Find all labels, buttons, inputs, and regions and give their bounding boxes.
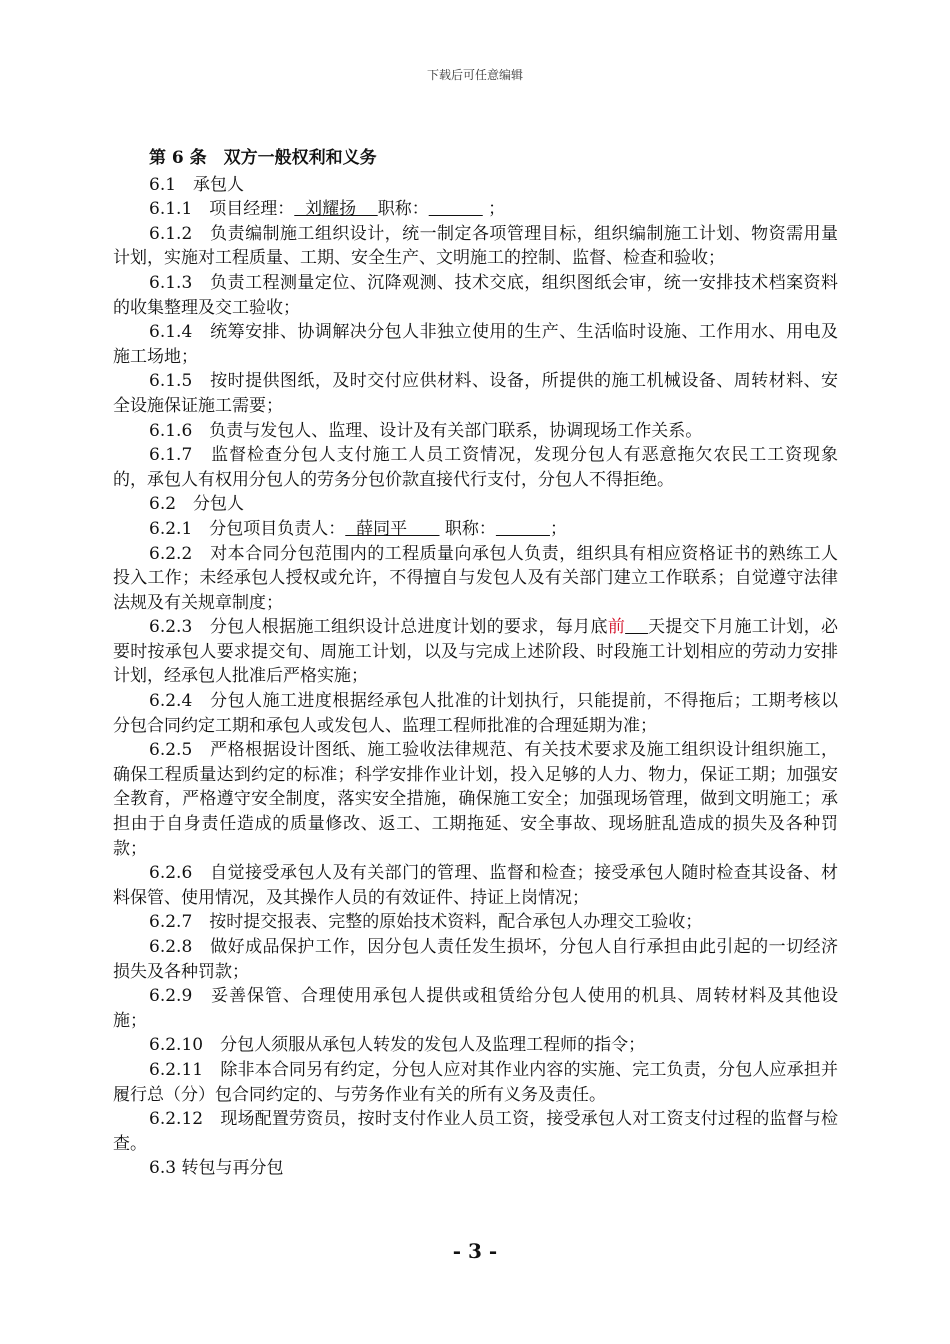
clause-6-2-3: [113, 615, 838, 689]
clause-6-1-3: 6.1.3 负责工程测量定位、沉降观测、技术交底，组织图纸会审，统一安排技术档案资料的收集整理及交工验收；: [113, 272, 838, 318]
clause-text-part-a: 6.2.3 分包人根据施工组织设计总进度计划的要求，每月底: [149, 617, 608, 638]
page-number: - 3 -: [452, 1239, 498, 1263]
field-label-title: 职称：: [377, 199, 429, 220]
clause-6-2-4: 6.2.4 分包人施工进度根据经承包人批准的计划执行，只能提前，不得拖后；工期考核以分包合同约定工期和承包人或发包人、监理工程师批准的合理延期为准；: [113, 691, 838, 736]
field-value-project-manager: 刘耀扬: [294, 199, 378, 220]
clause-text-part-b: 天提交下月施工计划，必要时按承包人要求提交旬、周施工计划，以及与完成上述阶段、时段施工计划相应的劳动力安排计划，经承包人批准后严格实施；: [113, 617, 838, 687]
clause-number: 6.1.1: [149, 199, 193, 220]
section-title: 第 6 条 双方一般权利和义务: [149, 148, 377, 168]
subsection-heading-6-3: 6.3 转包与再分包: [149, 1158, 284, 1179]
page-header-note: 下载后可任意编辑: [426, 68, 523, 82]
subsection-heading-6-1: 6.1 承包人: [149, 174, 245, 195]
field-label-subcontract-lead: 分包项目负责人：: [209, 518, 346, 539]
clause-end: ；: [488, 199, 506, 220]
clause-6-2-1: [113, 517, 838, 542]
clause-6-1-4: 6.1.4 统筹安排、协调解决分包人非独立使用的生产、生活临时设施、工作用水、用电及施工场地；: [113, 322, 838, 367]
highlighted-word: 前: [607, 617, 626, 638]
clause-number: 6.2.1: [149, 518, 193, 539]
field-label-title: 职称：: [444, 518, 496, 539]
clause-6-2-2: 6.2.2 对本合同分包范围内的工程质量向承包人负责，组织具有相应资格证书的熟练工人投入工作；未经承包人授权或允许，不得擅自与发包人及有关部门建立工作联系；自觉遵守法律法规及有关规章制度；: [113, 543, 838, 613]
clause-6-2-11: 6.2.11 除非本合同另有约定，分包人应对其作业内容的实施、完工负责，分包人应承担并履行总（分）包合同约定的、与劳务作业有关的所有义务及责任。: [113, 1059, 838, 1105]
field-label-project-manager: 项目经理：: [209, 199, 295, 220]
clause-6-1-1: [113, 197, 838, 222]
clause-6-2-12: 6.2.12 现场配置劳资员，按时支付作业人员工资，接受承包人对工资支付过程的监督与检查。: [113, 1109, 838, 1154]
clause-6-2-8: 6.2.8 做好成品保护工作，因分包人责任发生损坏，分包人自行承担由此引起的一切经济损失及各种罚款；: [113, 937, 838, 982]
subsection-heading-6-2: 6.2 分包人: [149, 494, 245, 515]
document-body: [113, 146, 838, 1181]
blank-days-field: [625, 617, 648, 637]
clause-6-1-6: 6.1.6 负责与发包人、监理、设计及有关部门联系，协调现场工作关系。: [149, 420, 703, 441]
clause-6-2-5: 6.2.5 严格根据设计图纸、施工验收法律规范、有关技术要求及施工组织设计组织施工，确保工程质量达到约定的标准；科学安排作业计划，投入足够的人力、物力，保证工期；加强安全教育，严格遵守安全制度，落实安全措施，确保施工安全；加强现场管理，做到文明施工；承担由于自身责任造成的质量修改、返工、工期拖延、安全事故、现场脏乱造成的损失及各种罚款；: [113, 740, 838, 859]
clause-6-1-5: 6.1.5 按时提供图纸，及时交付应供材料、设备，所提供的施工机械设备、周转材料、安全设施保证施工需要；: [113, 371, 838, 416]
field-value-title-blank: [429, 199, 483, 219]
clause-6-2-7: 6.2.7 按时提交报表、完整的原始技术资料，配合承包人办理交工验收；: [149, 912, 703, 933]
field-value-subcontract-lead: 薛同平: [345, 518, 440, 539]
field-value-title-blank: [496, 519, 550, 539]
clause-6-2-9: 6.2.9 妥善保管、合理使用承包人提供或租赁给分包人使用的机具、周转材料及其他设施；: [113, 986, 838, 1031]
clause-6-1-7: 6.1.7 监督检查分包人支付施工人员工资情况，发现分包人有恶意拖欠农民工工资现象的，承包人有权用分包人的劳务分包价款直接代行支付，分包人不得拒绝。: [113, 445, 838, 490]
clause-6-2-10: 6.2.10 分包人须服从承包人转发的发包人及监理工程师的指令；: [149, 1035, 646, 1056]
clause-end: ；: [549, 518, 567, 539]
clause-6-2-6: 6.2.6 自觉接受承包人及有关部门的管理、监督和检查；接受承包人随时检查其设备、材料保管、使用情况，及其操作人员的有效证件、持证上岗情况；: [113, 863, 838, 908]
clause-6-1-2: 6.1.2 负责编制施工组织设计，统一制定各项管理目标，组织编制施工计划、物资需用量计划，实施对工程质量、工期、安全生产、文明施工的控制、监督、检查和验收；: [113, 223, 838, 269]
